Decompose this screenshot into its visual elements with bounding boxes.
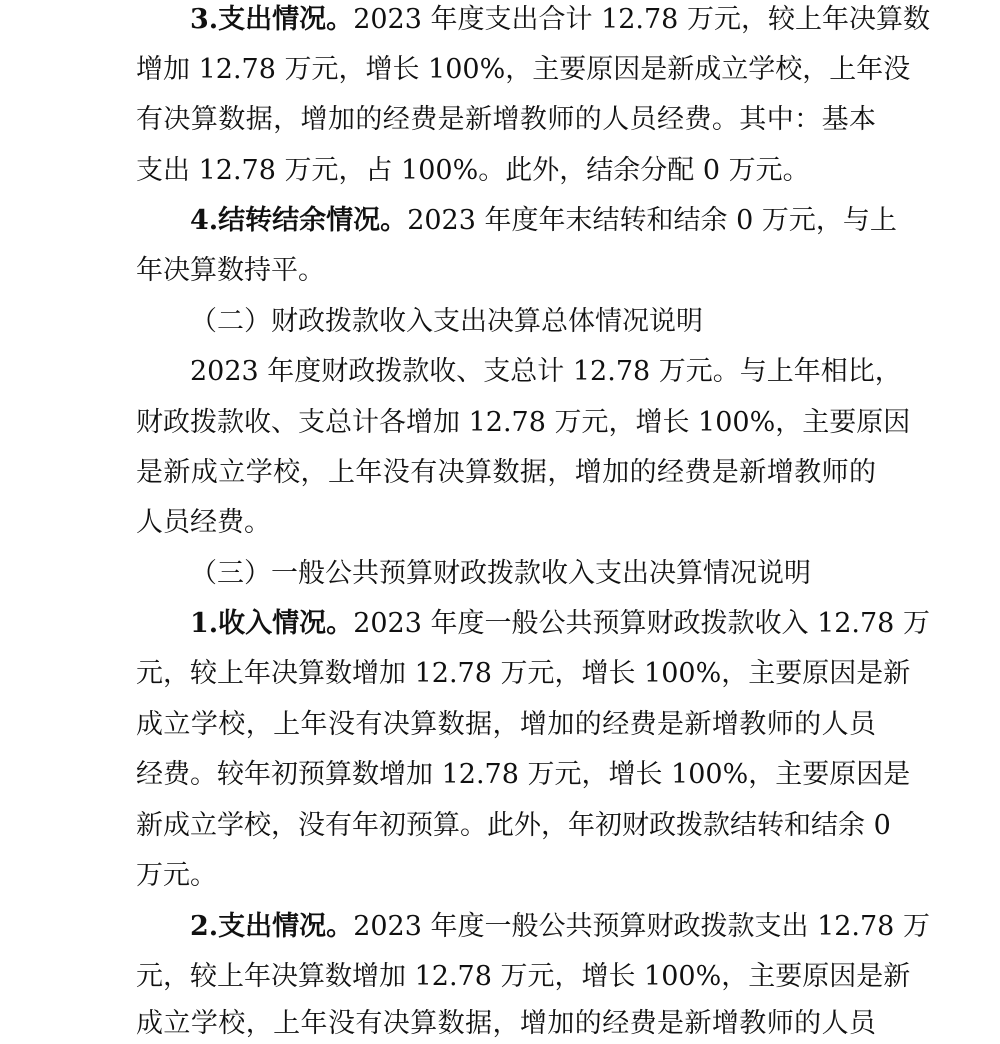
- paragraph-carryover-line-2: 年决算数持平。: [136, 255, 325, 286]
- paragraph-income-line-3: 成立学校，上年没有决算数据，增加的经费是新增教师的人员: [136, 709, 876, 740]
- expense-text: 2023 年度支出合计 12.78 万元，较上年决算数: [353, 4, 930, 35]
- paragraph-gb-expense-line-2: 元，较上年决算数增加 12.78 万元，增长 100%，主要原因是新: [136, 961, 911, 992]
- paragraph-fiscal-line-1: 2023 年度财政拨款收、支总计 12.78 万元。与上年相比，: [190, 356, 902, 387]
- expense-heading: 3.支出情况。: [190, 4, 354, 35]
- paragraph-expense-line-1: [136, 0, 930, 40]
- paragraph-income-line-1: [136, 604, 930, 644]
- gb-expense-heading: 2.支出情况。: [190, 911, 354, 942]
- paragraph-expense-line-3: 有决算数据，增加的经费是新增教师的人员经费。其中：基本: [136, 104, 876, 135]
- paragraph-income-line-5: 新成立学校，没有年初预算。此外，年初财政拨款结转和结余 0: [136, 810, 891, 841]
- section-title-general-budget: （三）一般公共预算财政拨款收入支出决算情况说明: [190, 558, 811, 589]
- carryover-text: 2023 年度年末结转和结余 0 万元，与上: [407, 205, 897, 236]
- paragraph-fiscal-line-4: 人员经费。: [136, 507, 271, 538]
- paragraph-fiscal-line-2: 财政拨款收、支总计各增加 12.78 万元，增长 100%，主要原因: [136, 407, 911, 438]
- income-heading: 1.收入情况。: [190, 608, 354, 639]
- section-title-fiscal-total: （二）财政拨款收入支出决算总体情况说明: [190, 306, 703, 337]
- paragraph-income-line-2: 元，较上年决算数增加 12.78 万元，增长 100%，主要原因是新: [136, 658, 911, 689]
- carryover-heading: 4.结转结余情况。: [190, 205, 408, 236]
- paragraph-carryover-line-1: [136, 201, 897, 241]
- paragraph-gb-expense-line-3: 成立学校，上年没有决算数据，增加的经费是新增教师的人员: [136, 1008, 876, 1039]
- paragraph-gb-expense-line-1: [136, 907, 930, 947]
- paragraph-fiscal-line-3: 是新成立学校，上年没有决算数据，增加的经费是新增教师的: [136, 457, 876, 488]
- income-text: 2023 年度一般公共预算财政拨款收入 12.78 万: [353, 608, 930, 639]
- paragraph-expense-line-4: 支出 12.78 万元，占 100%。此外，结余分配 0 万元。: [136, 155, 810, 186]
- paragraph-income-line-4: 经费。较年初预算数增加 12.78 万元，增长 100%，主要原因是: [136, 759, 911, 790]
- gb-expense-text: 2023 年度一般公共预算财政拨款支出 12.78 万: [353, 911, 930, 942]
- paragraph-expense-line-2: 增加 12.78 万元，增长 100%，主要原因是新成立学校，上年没: [136, 54, 911, 85]
- paragraph-income-line-6: 万元。: [136, 860, 217, 891]
